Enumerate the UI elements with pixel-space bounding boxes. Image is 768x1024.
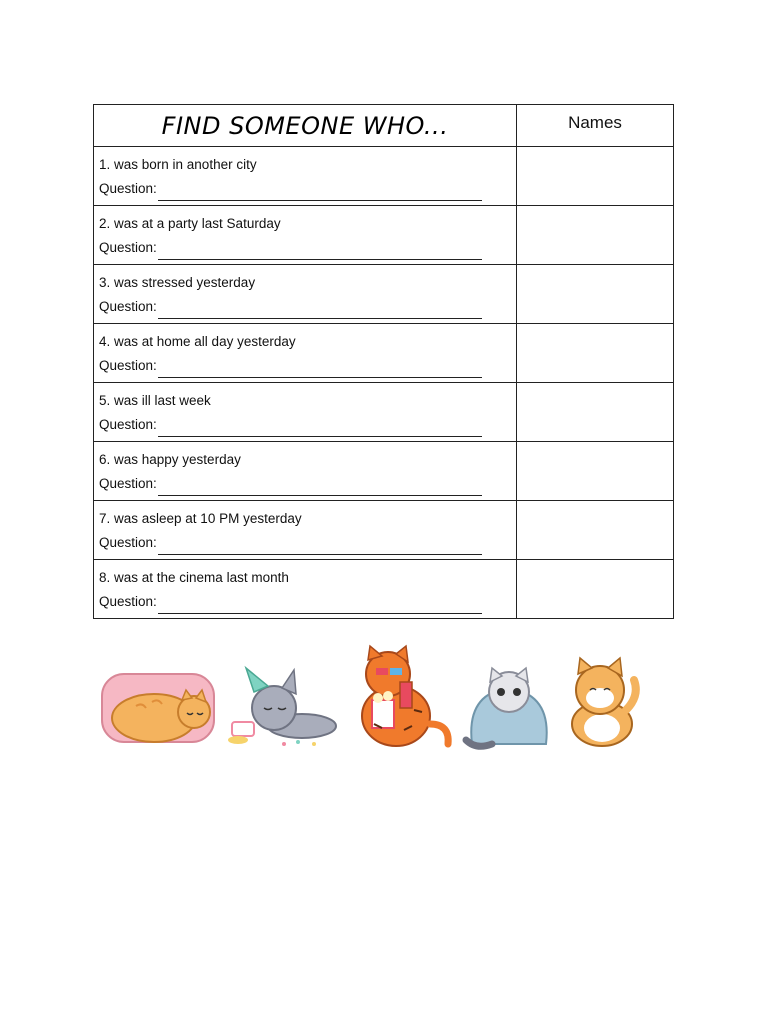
cat-in-blanket-icon <box>462 664 556 752</box>
table-row <box>94 206 674 265</box>
prompt-text: 1. was born in another city <box>99 157 257 172</box>
worksheet-title: FIND SOMEONE WHO... <box>94 105 517 147</box>
sleeping-cat-on-pillow-icon <box>96 668 222 748</box>
prompt-cell <box>94 206 517 265</box>
question-line <box>99 177 516 201</box>
header-row <box>94 105 674 147</box>
question-line <box>99 354 516 378</box>
question-line <box>99 413 516 437</box>
names-header: Names <box>517 105 674 147</box>
question-label: Question: <box>99 240 157 255</box>
question-line <box>99 531 516 555</box>
prompt-cell <box>94 383 517 442</box>
question-blank[interactable] <box>158 479 482 496</box>
table-row <box>94 501 674 560</box>
prompt-text: 7. was asleep at 10 PM yesterday <box>99 511 302 526</box>
prompt-text: 6. was happy yesterday <box>99 452 241 467</box>
waving-orange-cat-icon <box>560 654 652 754</box>
question-label: Question: <box>99 535 157 550</box>
prompt-text: 4. was at home all day yesterday <box>99 334 296 349</box>
name-answer-cell[interactable] <box>517 442 674 501</box>
table-row <box>94 265 674 324</box>
name-answer-cell[interactable] <box>517 501 674 560</box>
prompt-cell <box>94 560 517 619</box>
table-row <box>94 560 674 619</box>
question-blank[interactable] <box>158 538 482 555</box>
question-line <box>99 295 516 319</box>
prompt-cell <box>94 147 517 206</box>
table-row <box>94 383 674 442</box>
question-blank[interactable] <box>158 184 482 201</box>
prompt-cell <box>94 501 517 560</box>
question-label: Question: <box>99 299 157 314</box>
prompt-text: 8. was at the cinema last month <box>99 570 289 585</box>
party-cat-spilled-drink-icon <box>224 664 342 750</box>
table-row <box>94 324 674 383</box>
name-answer-cell[interactable] <box>517 147 674 206</box>
prompt-text: 2. was at a party last Saturday <box>99 216 281 231</box>
prompt-cell <box>94 324 517 383</box>
name-answer-cell[interactable] <box>517 560 674 619</box>
question-label: Question: <box>99 358 157 373</box>
prompt-text: 5. was ill last week <box>99 393 211 408</box>
name-answer-cell[interactable] <box>517 383 674 442</box>
name-answer-cell[interactable] <box>517 206 674 265</box>
question-blank[interactable] <box>158 243 482 260</box>
question-label: Question: <box>99 181 157 196</box>
question-label: Question: <box>99 594 157 609</box>
find-someone-who-table <box>93 104 674 619</box>
question-blank[interactable] <box>158 420 482 437</box>
prompt-text: 3. was stressed yesterday <box>99 275 256 290</box>
question-line <box>99 590 516 614</box>
question-label: Question: <box>99 417 157 432</box>
table-row <box>94 442 674 501</box>
question-line <box>99 472 516 496</box>
tiger-cat-popcorn-icon <box>344 644 456 754</box>
question-line <box>99 236 516 260</box>
question-label: Question: <box>99 476 157 491</box>
name-answer-cell[interactable] <box>517 324 674 383</box>
name-answer-cell[interactable] <box>517 265 674 324</box>
prompt-cell <box>94 442 517 501</box>
table-row <box>94 147 674 206</box>
question-blank[interactable] <box>158 361 482 378</box>
prompt-cell <box>94 265 517 324</box>
cat-illustrations <box>96 640 656 760</box>
question-blank[interactable] <box>158 302 482 319</box>
question-blank[interactable] <box>158 597 482 614</box>
